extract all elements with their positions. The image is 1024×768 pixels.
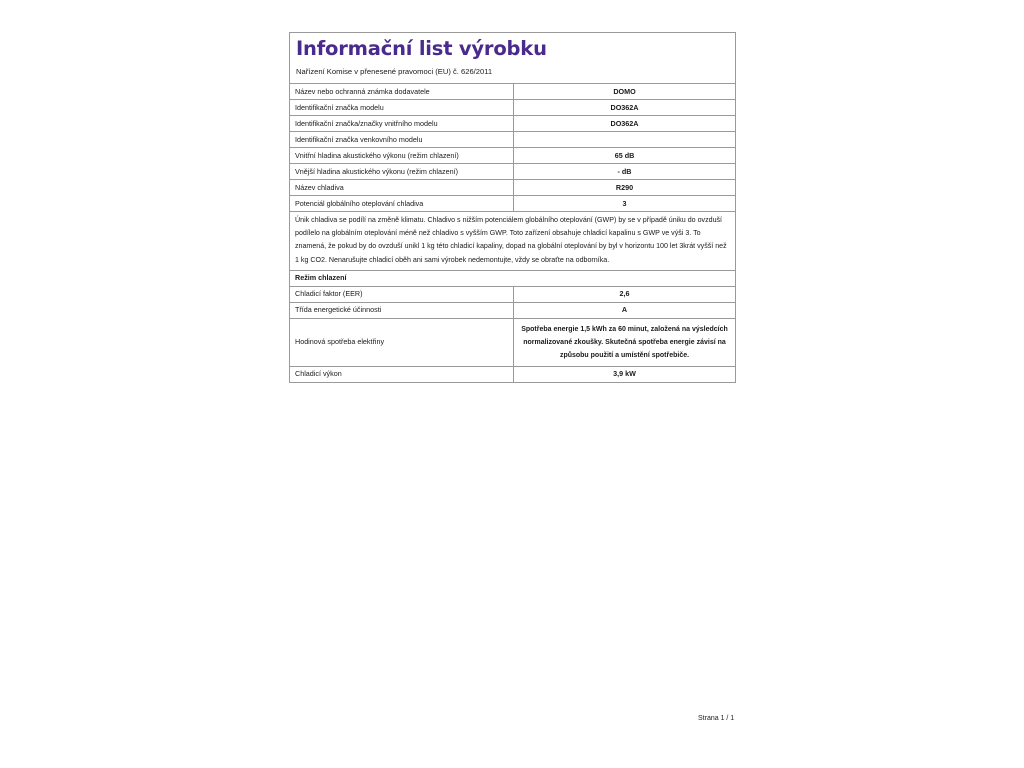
row-value: A (514, 302, 736, 318)
regulation-reference: Nařízení Komise v přenesené pravomoci (EU) č. 626/2011 (290, 63, 735, 84)
row-value: R290 (514, 180, 736, 196)
row-value: DOMO (514, 84, 736, 100)
row-label: Třída energetické účinnosti (290, 302, 514, 318)
table-row-hourly-consumption (290, 318, 735, 366)
row-value: 3 (514, 196, 736, 212)
table-row-cooling-capacity (290, 366, 735, 382)
row-label: Vnitřní hladina akustického výkonu (režim chlazení) (290, 148, 514, 164)
row-value: 3,9 kW (613, 369, 636, 379)
table-row-supplier (290, 84, 735, 100)
row-label: Identifikační značka modelu (290, 100, 514, 116)
table-row-refrigerant-note (290, 212, 735, 271)
row-value: 65 dB (514, 148, 736, 164)
refrigerant-warning-text: Únik chladiva se podílí na změně klimatu. Chladivo s nižším potenciálem globálního oteplování (GWP) by se v případě úniku do ovzduší podílelo na globálním oteplování méně než chladivo s vyšším GWP. Toto zařízení obsahuje chladicí kapalinu s GWP ve výši 3. To znamená, že pokud by do ovzduší unikl 1 kg této chladicí kapaliny, dopad na globální oteplování by byl v horizontu 100 let 3krát vyšší než 1 kg CO2. Nenarušujte chladicí oběh ani sami výrobek nedemontujte, vždy se obraťte na odborníka. (290, 212, 735, 271)
table-row-model-id (290, 100, 735, 116)
row-value: Spotřeba energie 1,5 kWh za 60 minut, založená na výsledcích normalizované zkoušky. Skutečná spotřeba energie závisí na způsobu použití a umístění spotřebiče. (514, 318, 736, 366)
row-value: DO362A (514, 116, 736, 132)
table-row-refrigerant (290, 180, 735, 196)
table-row-indoor-model-id (290, 116, 735, 132)
table-row-gwp (290, 196, 735, 212)
section-heading-cooling: Režim chlazení (290, 270, 735, 286)
row-value (514, 132, 736, 148)
spec-table (290, 84, 735, 382)
table-row-eer (290, 286, 735, 302)
table-row-energy-class (290, 302, 735, 318)
row-label: Identifikační značka venkovního modelu (290, 132, 514, 148)
page-number: Strana 1 / 1 (698, 715, 735, 722)
row-value: - dB (514, 164, 736, 180)
table-row-section-cooling (290, 270, 735, 286)
row-value: 2,6 (514, 286, 736, 302)
row-value: DO362A (514, 100, 736, 116)
row-label: Hodinová spotřeba elektřiny (290, 318, 514, 366)
table-row-indoor-sound-power (290, 148, 735, 164)
document-title: Informační list výrobku (296, 37, 547, 60)
row-label: Chladicí výkon (290, 366, 514, 382)
row-label: Identifikační značka/značky vnitřního modelu (290, 116, 514, 132)
row-label: Název nebo ochranná známka dodavatele (290, 84, 514, 100)
product-information-sheet (289, 32, 736, 383)
table-row-outdoor-model-id (290, 132, 735, 148)
row-label: Chladicí faktor (EER) (290, 286, 514, 302)
row-label: Vnější hladina akustického výkonu (režim chlazení) (290, 164, 514, 180)
row-label: Název chladiva (290, 180, 514, 196)
row-label: Potenciál globálního oteplování chladiva (290, 196, 514, 212)
table-row-outdoor-sound-power (290, 164, 735, 180)
